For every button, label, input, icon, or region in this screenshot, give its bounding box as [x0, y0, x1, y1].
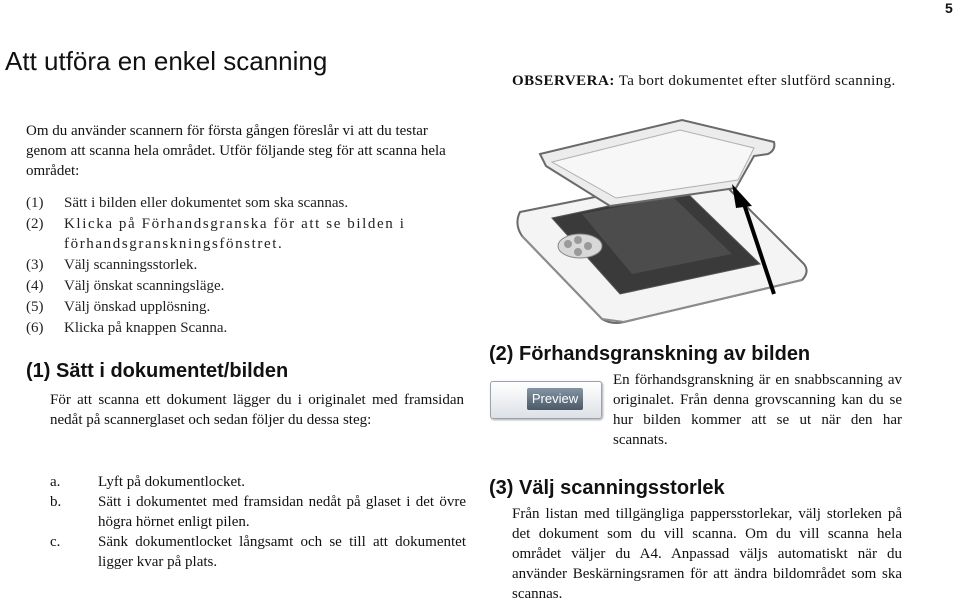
list-item: [26, 318, 471, 338]
intro-paragraph: Om du använder scannern för första gången föreslår vi att du testar genom att scanna hela området. Utför följande steg för att scanna hela området:: [26, 123, 446, 179]
step-text: Välj scanningsstorlek.: [64, 257, 198, 273]
preview-button-label: Preview: [527, 388, 583, 410]
substep-letter: b.: [50, 494, 62, 510]
step-number: (4): [26, 278, 44, 294]
substep-letter: a.: [50, 474, 61, 490]
scanner-button-icon: [574, 236, 582, 244]
list-item: [50, 492, 466, 532]
step-text: Klicka på Förhandsgranska för att se bilden i förhandsgranskningsfönstret.: [64, 216, 406, 252]
list-item: [26, 276, 471, 296]
page-title: Att utföra en enkel scanning: [5, 46, 328, 76]
list-item: [26, 214, 471, 254]
float-spacer: [512, 370, 613, 434]
section-heading-scan-size: (3) Välj scanningsstorlek: [489, 477, 725, 499]
section-heading-preview: (2) Förhandsgranskning av bilden: [489, 343, 811, 365]
substeps-list: [50, 472, 466, 572]
section3-body: Från listan med tillgängliga pappersstorlekar, välj storleken på det dokument som du vill scanna. Om du vill scanna hela området väljer du A4. Anpassad väljs automatiskt när du använder Beskärningsramen för att ändra bildområdet som ska scannas.: [512, 506, 902, 602]
step-number: (3): [26, 257, 44, 273]
list-item: [26, 255, 471, 275]
step-text: Välj önskad upplösning.: [64, 299, 211, 315]
page-number: 5: [945, 0, 953, 16]
step-number: (2): [26, 216, 44, 232]
note-text: Ta bort dokumentet efter slutförd scanning.: [618, 73, 896, 89]
section2-body: En förhandsgranskning är en snabbscanning av originalet. Från denna grovscanning kan du se hur bilden kommer att se ut när den har scannats.: [613, 372, 902, 448]
scanner-illustration: [512, 114, 812, 326]
list-item: [26, 193, 471, 213]
section-heading-insert-document: (1) Sätt i dokumentet/bilden: [26, 360, 289, 382]
substep-text: Sänk dokumentlocket långsamt och se till att dokumentet ligger kvar på plats.: [98, 534, 466, 570]
list-item: [50, 472, 466, 492]
scanner-button-icon: [584, 242, 592, 250]
substep-letter: c.: [50, 534, 61, 550]
section2-body-wrap: [512, 370, 902, 450]
step-text: Sätt i bilden eller dokumentet som ska scannas.: [64, 195, 349, 211]
section1-body: För att scanna ett dokument lägger du i originalet med framsidan nedåt på scannerglaset och sedan följer du dessa steg:: [50, 392, 464, 428]
step-number: (5): [26, 299, 44, 315]
steps-list: [26, 193, 471, 338]
scanner-button-icon: [574, 248, 582, 256]
substep-text: Sätt i dokumentet med framsidan nedåt på glaset i det övre högra hörnet enligt pilen.: [98, 494, 466, 530]
substep-text: Lyft på dokumentlocket.: [98, 474, 246, 490]
step-text: Välj önskat scanningsläge.: [64, 278, 225, 294]
step-number: (6): [26, 320, 44, 336]
note-label: OBSERVERA:: [512, 73, 615, 89]
list-item: [26, 297, 471, 317]
step-text: Klicka på knappen Scanna.: [64, 320, 228, 336]
list-item: [50, 532, 466, 572]
scanner-button-icon: [564, 240, 572, 248]
note-block: [512, 71, 907, 91]
step-number: (1): [26, 195, 44, 211]
